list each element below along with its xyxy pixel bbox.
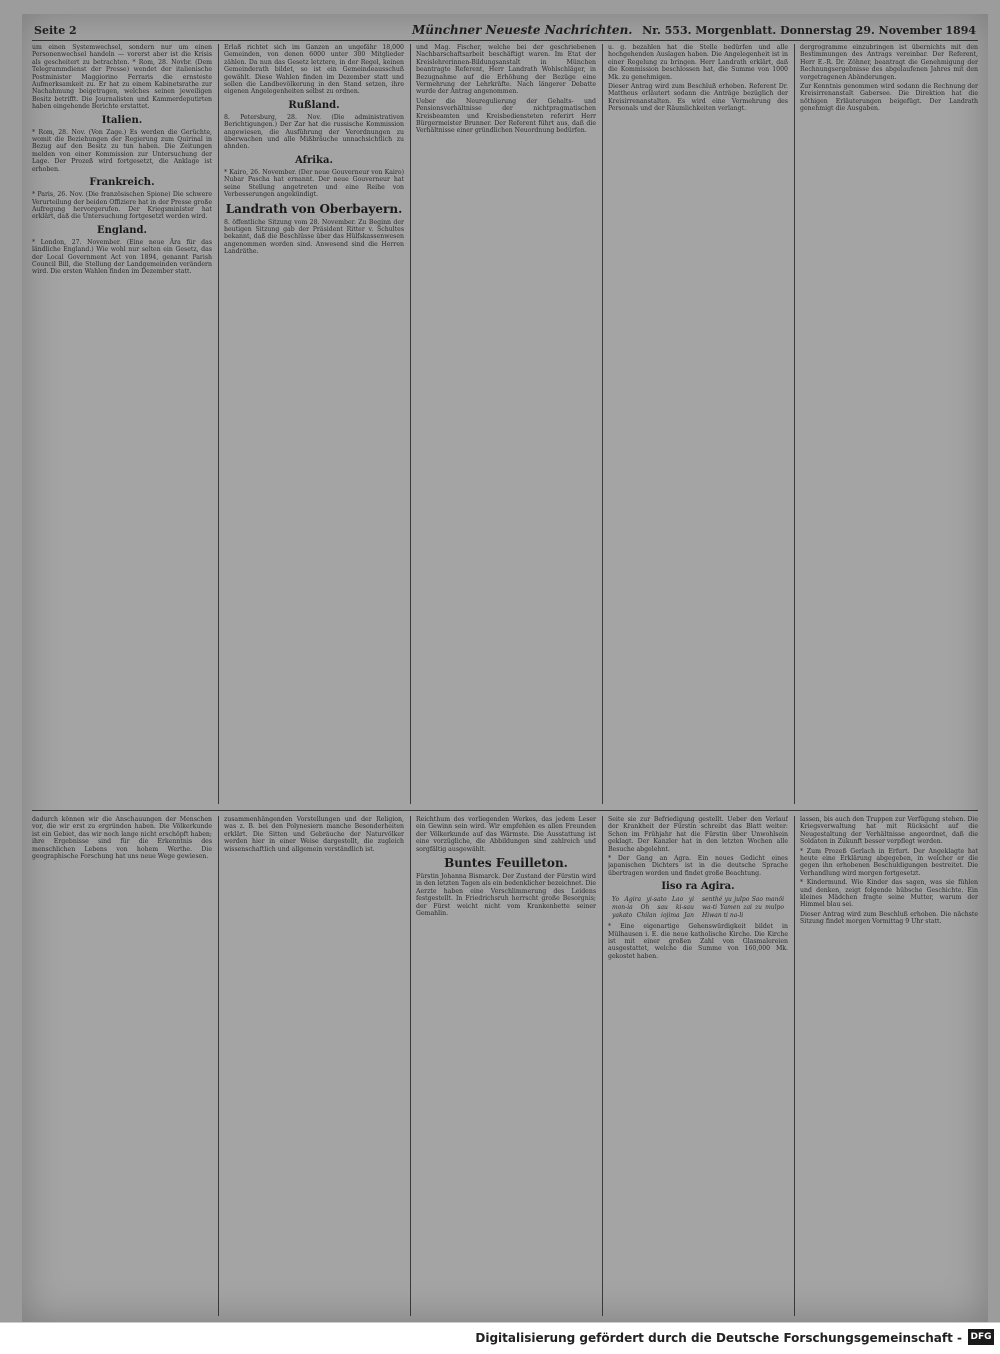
column-2: [224, 44, 404, 804]
column-text: Ueber die Neuregulierung der Gehalts- und Pensionsverhältnisse der nichtpragmatischen Kreisbeamten und Kreisbediensteten referirt Herr Bürgermeister Brunner. Der Referent führt aus, daß die Verhältnisse einer gründlichen Neuordnung bedürfen.: [416, 97, 596, 135]
newspaper-page: [22, 14, 988, 1322]
column-divider: [602, 816, 603, 1316]
column-text: lassen, bis auch den Truppen zur Verfügung stehen. Die Kriegsverwaltung hat mit Rücksicht auf die Neugestaltung der Verhältnisse angeordnet, daß die Soldaten in Zukunft besser verpflegt werden.: [800, 816, 978, 846]
column-divider: [218, 44, 219, 804]
column-text: * Eine eigenartige Gehenswürdigkeit bildet in Mülhausen i. E. die neue katholische Kirche. Die Kirche ist mit einer großen Zahl von Glasmalereien ausgestattet, welche die Summe von 160,000 Mk. gekostet haben.: [608, 923, 788, 960]
column-text: * Kindermund. Wie Kinder das sagen, was sie fühlen und denken, zeigt folgende hübsche Geschichte. Ein kleines Mädchen fragte seine Mutter, warum der Himmel blau sei.: [800, 879, 978, 909]
column-text: * Kairo, 26. November. (Der neue Gouverneur von Kairo) Nubar Pascha hat ernannt. Der neue Gouverneur hat seine Stellung angetreten und eine Reihe von Verbesserungen angekündigt.: [224, 168, 404, 199]
dfg-logo: DFG: [968, 1329, 994, 1345]
digitization-footer: [0, 1322, 1000, 1354]
feuilleton-divider: [32, 810, 978, 811]
section-heading-russland: Rußland.: [288, 99, 340, 111]
poem: Yo Agira yi-sato Lao yi mon-ia Oh sau ki-sau yakato Chilan iojima Jan senthé yu julpo Sao manöi wa-ti Yamen zai zu mulpo Hiwan ti na-li: [612, 896, 784, 920]
section-heading-frankreich: Frankreich.: [89, 177, 155, 189]
column-text: und Mag. Fischer, welche bei der geschriebenen Nachbarschaftsarbeit beschäftigt waren. Im Etat der Kreislehrerinnen-Bildungsanstalt in München beantragte Referent, Herr Landrath Wohlschläger, in Bezugnahme auf die Erhöhung der Bezüge eine Vermehrung der Lehrkräfte. Nach längerer Debatte wurde der Antrag angenommen.: [416, 44, 596, 96]
column-divider: [410, 816, 411, 1316]
column-text: * Zum Prozeß Gerlach in Erfurt. Der Angeklagte hat heute eine Erklärung abgegeben, in welcher er die gegen ihn erhobenen Beschuldigungen bestreitet. Die Verhandlung wird morgen fortgesetzt.: [800, 847, 978, 877]
column-text: Seite sie zur Befriedigung gestellt. Ueber den Verlauf der Krankheit der Fürstin schreibt das Blatt weiter: Schon im Frühjahr hat die Fürstin über Unwohlsein geklagt. Der Kanzler hat in den letzten Wochen alle Besuche abgelehnt.: [608, 816, 788, 853]
feuilleton-column-4: [608, 816, 788, 1316]
poem-title: Iiso ra Agira.: [661, 881, 735, 893]
column-divider: [602, 44, 603, 804]
column-text: um einen Systemwechsel, sondern nur um einen Personenwechsel handeln — vorerst aber ist die Krisis als gescheitert zu betrachten. * Rom, 28. Novbr. (Dem Telegrammdienst der Presse) wendet der italienische Postminister Maggiorino Ferraris die ernsteste Aufmerksamkeit zu. Er hat zu einem Kabinetsrathe zur Nachahmung beigetragen, welches seinen jeweiligen Besitz betrifft. Die Journalisten und Kammerdeputirten haben eingehende Berichte erstattet.: [32, 44, 212, 111]
column-text: Erlaß richtet sich im Ganzen an ungefähr 18,000 Gemeinden, von denen 6000 unter 300 Mitglieder zählen. Da nun das Gesetz letztere, in der Regel, keinen Gemeinderath bildet, so ist ein Gemeindeausschuß gewählt. Diese Wahlen finden im Dezember statt und sollen die Landbevölkerung in den Stand setzen, ihre eigenen Angelegenheiten selbst zu ordnen.: [224, 44, 404, 96]
masthead: [32, 22, 978, 41]
column-text: * Paris, 26. Nov. (Die französischen Spione) Die schwere Verurteilung der beiden Offiziere hat in der Presse große Aufregung hervorgerufen. Der Kriegsminister hat erklärt, daß die Untersuchung fortgesetzt werden wird.: [32, 191, 212, 221]
issue-date: Nr. 553. Morgenblatt. Donnerstag 29. November 1894: [642, 24, 976, 37]
column-5: [800, 44, 978, 804]
column-text: Dieser Antrag wird zum Beschluß erhoben. Referent Dr. Mattheus erläutert sodann die Anträge bezüglich der Kreisirrenanstalten. Es wird eine Vermehrung des Personals und der Räumlichkeiten verlangt.: [608, 83, 788, 113]
column-text: Zur Kenntnis genommen wird sodann die Rechnung der Kreisirrenanstalt Gabersee. Die Direktion hat die nöthigen Erläuterungen beigefügt. Der Landrath genehmigt die Ausgaben.: [800, 83, 978, 113]
dfg-credit: Digitalisierung gefördert durch die Deutsche Forschungsgemeinschaft -: [475, 1331, 962, 1345]
feuilleton-column-2: [224, 816, 404, 1316]
column-divider: [794, 816, 795, 1316]
column-divider: [410, 44, 411, 804]
section-heading-afrika: Afrika.: [295, 154, 333, 166]
column-divider: [794, 44, 795, 804]
feuilleton-column-5: [800, 816, 978, 1316]
column-3: [416, 44, 596, 804]
column-text: dergrogramme einzubringen ist übernichts mit den Bestimmungen des Antrags vereinbar. Der Referent, Herr E.-R. Dr. Zöhner, beantragt die Genehmigung der Rechnungsergebnisse des abgelaufenen Jahres mit den vorgetragenen Abänderungen.: [800, 44, 978, 81]
column-text: u. g. bezahlen hat die Stelle bedürfen und alle hochgehenden Auslagen haben. Die Angelegenheit ist in einer Regelung zu bringen. Herr Landrath erklärt, daß die Kommission beschlossen hat, die Summe von 1000 Mk. zu genehmigen.: [608, 44, 788, 81]
column-text: Reichthum des vorliegenden Werkes, das jedem Leser ein Gewinn sein wird. Wir empfehlen es allen Freunden der Völkerkunde auf das Wärmste. Die Ausstattung ist eine vorzügliche, die Abbildungen sind zahlreich und sorgfältig ausgewählt.: [416, 816, 596, 853]
column-text: * Der Gang an Agra. Ein neues Gedicht eines japanischen Dichters ist in die deutsche Sprache übertragen worden und findet große Beachtung.: [608, 855, 788, 877]
feuilleton-column-3: [416, 816, 596, 1316]
section-heading-landrath: Landrath von Oberbayern.: [225, 201, 403, 216]
column-text: zusammenhängenden Vorstellungen und der Religion, was z. B. bei den Polynesiern manche Besonderheiten erklärt. Die Sitten und Gebräuche der Naturvölker werden hier in einer Weise dargestellt, die zugleich wissenschaftlich und allgemein verständlich ist.: [224, 816, 404, 853]
column-text: 8. Petersburg, 28. Nov. (Die administrativen Berichtigungen.) Der Zar hat die russische Kommission angewiesen, die Ausführung der Verordnungen zu überwachen und alle Mißbräuche unnachsichtlich zu ahnden.: [224, 113, 404, 151]
column-text: Fürstin Johanna Bismarck. Der Zustand der Fürstin wird in den letzten Tagen als ein bedenklicher bezeichnet. Die Aerzte haben eine Verschlimmerung des Leidens festgestellt. In Friedrichsruh herrscht große Besorgnis; der Fürst weicht nicht vom Krankenbette seiner Gemahlin.: [416, 873, 596, 918]
page-number: Seite 2: [34, 24, 77, 37]
section-heading-italien: Italien.: [101, 114, 143, 126]
section-heading-england: England.: [97, 224, 147, 236]
column-text: 8. öffentliche Sitzung vom 28. November. Zu Beginn der heutigen Sitzung gab der Präsident Ritter v. Schultes bekannt, daß die Beschlüsse über das Hülfskassenwesen angenommen worden sind. Anwesend sind die Herren Landräthe.: [224, 218, 404, 256]
column-text: * London, 27. November. (Eine neue Ära für das ländliche England.) Wie wohl nur selten ein Gesetz, das der Local Government Act von 1894, genannt Parish Council Bill, die Stellung der Landgemeinden verändern wird. Die ersten Wahlen finden im Dezember statt.: [32, 238, 212, 276]
feuilleton-column-1: [32, 816, 212, 1316]
newspaper-title: Münchner Neueste Nachrichten.: [412, 23, 633, 37]
column-divider: [218, 816, 219, 1316]
column-text: dadurch können wir die Anschauungen der Menschen vor, die wir erst zu ergründen haben. Die Völkerkunde ist ein Gebiet, das wir noch lange nicht erschöpft haben; ihre Ergebnisse sind für die Erkenntnis des menschlichen Lebens von hohem Werthe. Die geographische Forschung hat uns neue Wege gewiesen.: [32, 816, 212, 861]
column-text: Dieser Antrag wird zum Beschluß erhoben. Die nächste Sitzung findet morgen Vormittag 9 Uhr statt.: [800, 910, 978, 926]
column-1: [32, 44, 212, 804]
column-text: * Rom, 28. Nov. (Von Zage.) Es werden die Gerüchte, womit die Beziehungen der Regierung zum Quirinal in Bezug auf den Besitz zu tun haben. Die Zeitungen melden von einer Kommission zur Untersuchung der Lage. Der Prozeß wird fortgesetzt, die Anklage ist erhoben.: [32, 128, 212, 173]
section-heading-buntes-feuilleton: Buntes Feuilleton.: [444, 856, 568, 871]
column-4: [608, 44, 788, 804]
